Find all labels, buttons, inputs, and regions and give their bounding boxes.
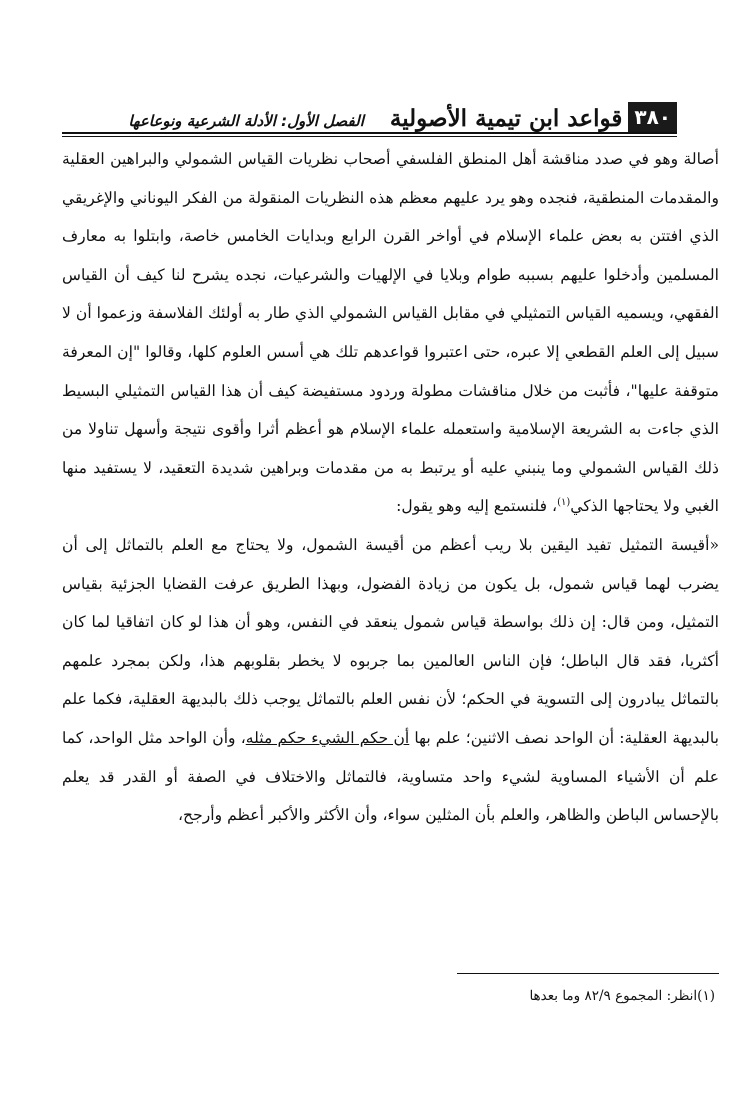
- paragraph-quote: [62, 526, 719, 835]
- footnote-reference: (١): [557, 497, 571, 509]
- header-rule-thin: [62, 136, 677, 137]
- quote-text-start: «أقيسة التمثيل تفيد اليقين بلا ريب أعظم من أقيسة الشمول، ولا يحتاج مع العلم بالتماثل إلى أن يضرب لهما قياس شمول، بل يكون من زيادة الفضول، وبهذا الطريق عرفت القضايا الجزئية بقياس التمثيل، ومن قال: إن ذلك بواسطة قياس شمول ينعقد في النفس، وهو أن هذا لو كان اتفاقيا لما كان أكثريا، فقد قال الباطل؛ فإن الناس العالمين بما جربوه لا يخطر بقلوبهم هذا، ولكن بمجرد علمهم بالتماثل يبادرون إلى التسوية في الحكم؛ لأن نفس العلم بالتماثل يوجب ذلك بالبديهة العقلية، فكما علم بالبديهة العقلية: أن الواحد نصف الاثنين؛ علم بها: [62, 535, 719, 747]
- running-header: [62, 90, 677, 132]
- quote-text-end: ، وأن الواحد مثل الواحد، كما علم أن الأشياء المساوية لشيء واحد متساوية، فالتماثل والاختلاف في الصفة أو القدر قد يعلم بالإحساس الباطن والظاهر، والعلم بأن المثلين سواء، وأن الأكثر والأكبر أعظم وأرجح،: [62, 728, 719, 825]
- chapter-title: الفصل الأول: الأدلة الشرعية ونوعاعها: [128, 112, 364, 130]
- book-title: قواعد ابن تيمية الأصولية: [389, 105, 623, 132]
- page-number: ٣٨٠: [628, 102, 677, 132]
- paragraph-intro-ending: ، فلنستمع إليه وهو يقول:: [396, 497, 558, 516]
- body-text: [62, 140, 719, 835]
- footnote-separator: [457, 973, 719, 974]
- paragraph-intro-text: أصالة وهو في صدد مناقشة أهل المنطق الفلسفي أصحاب نظريات القياس الشمولي والبراهين العقلية والمقدمات المنطقية، فنجده وهو يرد عليهم معظم هذه النظريات المنقولة من الفكر اليوناني والإغريقي الذي افتتن به بعض علماء الإسلام في أواخر القرن الرابع وبدايات الخامس خاصة، وابتلوا به معارف المسلمين وأدخلوا عليهم بسببه طوام وبلايا في الإلهيات والشرعيات، نجده يشرح لنا كيف أن القياس الفقهي، ويسميه القياس التمثيلي في مقابل القياس الشمولي الذي طار به أولئك الفلاسفة وزعموا أن لا سبيل إلى العلم القطعي إلا عبره، حتى اعتبروا قواعدهم تلك هي أسس العلوم كلها، وقالوا "إن المعرفة متوقفة عليها"، فأثبت من خلال مناقشات مطولة وردود مستفيضة كيف أن هذا القياس التمثيلي البسيط الذي جاءت به الشريعة الإسلامية واستعمله علماء الإسلام هو أعظم أثرا وأقوى نتيجة وأسهل تناولا من ذلك القياس الشمولي وما ينبني عليه أو يرتبط به من مقدمات وبراهين شديدة التعقيد، لا يستفيد منها الغبي ولا يحتاجها الذكي: [62, 150, 719, 516]
- footnote: (١)انظر: المجموع ٨٢/٩ وما بعدها: [529, 988, 715, 1004]
- header-rule: [62, 132, 677, 134]
- underlined-phrase: أن حكم الشيء حكم مثله: [245, 728, 410, 747]
- paragraph-intro: [62, 140, 719, 526]
